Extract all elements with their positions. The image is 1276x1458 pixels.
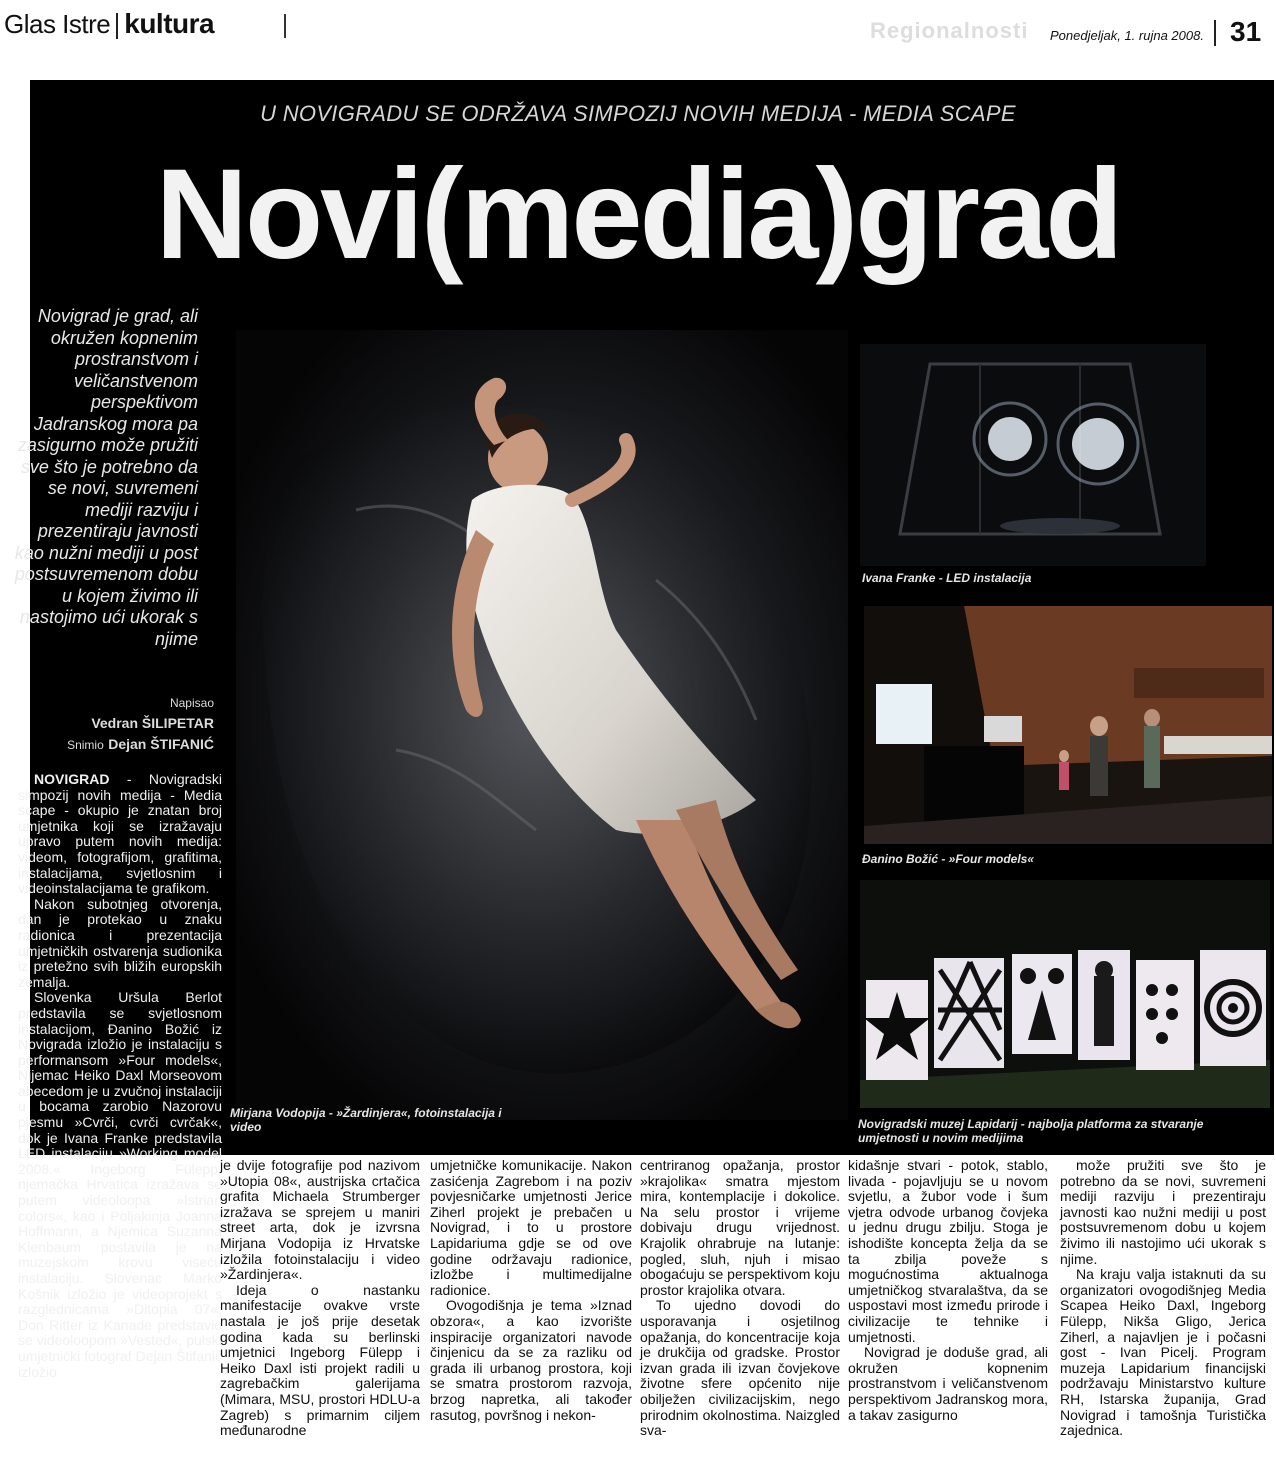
- masthead: [4, 8, 214, 40]
- column-1-paragraph-1: - Novigradski simpozij novih medija - Media scape - okupio je znatan broj umjetnika koji se izražavaju upravo putem novih medija: videom, fotografijom, grafitima, instalacijama, svjetlosnim i videoinstalacijama te grafikom.: [18, 771, 222, 897]
- main-photo-artwork: [236, 330, 848, 1120]
- issue-date: Ponedjeljak, 1. rujna 2008.: [1050, 28, 1204, 43]
- column-5-paragraph-2: Novigrad je doduše grad, ali okružen kopnenim prostranstvom i veličanstvenom perspektivom Jadranskog mora, a takav zasigurno: [848, 1344, 1048, 1423]
- column-2-paragraph-2: Ideja o nastanku manifestacije ovakve vrste nastala je još prije desetak godina kada su berlinski umjetnici Ingeborg Fülepp i Heiko Daxl isti projekt radili u zagrebačkim galerijama (Mimara, MSU, prostori HDLU-a Zagreb) s primarnim ciljem međunarodne: [220, 1281, 420, 1439]
- section-name: kultura: [124, 8, 215, 39]
- column-6-paragraph-2: Na kraju valja istaknuti da su organizatori ovogodišnjeg Media Scapea Heiko Daxl, Ingeborg Fülepp, Nikša Gligo, Jerica Ziherl, a najavljen je i počasni gost - Ivan Picelj. Program muzeja Lapidarium financijski podržavaju Ministarstvo kulture RH, Istarska županija, Grad Novigrad i tamošnja Turistička zajednica.: [1060, 1266, 1266, 1439]
- page-number-divider: [1214, 20, 1216, 46]
- article-kicker: U NOVIGRADU SE ODRŽAVA SIMPOZIJ NOVIH MEDIJA - MEDIA SCAPE: [260, 101, 1016, 126]
- byline: [10, 694, 214, 757]
- column-3-paragraph-1: umjetničke komunikacije. Nakon zasićenja Zagrebom i na poziv povjesničarke umjetnosti Jerice Ziherl projekt je prebačen u Novigrad, i to u prostore Lapidariuma gdje se od ove godine održavaju radionice, izložbe i multimedijalne radionice.: [430, 1157, 632, 1298]
- four-models-caption: Đanino Božić - »Four models«: [862, 852, 1035, 866]
- article-column-1: [18, 772, 222, 1380]
- four-models-artwork: [864, 606, 1272, 844]
- photo-led-installation: [860, 344, 1206, 566]
- main-photo-caption: Mirjana Vodopija - »Žardinjera«, fotoinstalacija i video: [230, 1106, 502, 1134]
- photo-lapidarij: [860, 880, 1270, 1108]
- article-column-4: [640, 1158, 840, 1439]
- main-photo-zardinjera: [236, 330, 848, 1120]
- column-5-paragraph-1: kidašnje stvari - potok, stablo, livada - pojavljuju se u novom svjetlu, a žubor vode i šum vjetra odvode urbanog čovjeka u jednu drugu zbilju. Stoga je ishodište koncepta želja da se ta zbilja poveže s mogućnostima aktualnoga umjetničkog stvaralaštva, da se uspostavi most između prirode i civilizacije te tehnike i umjetnosti.: [848, 1157, 1048, 1345]
- photo-four-models: [864, 606, 1272, 844]
- led-installation-artwork: [860, 344, 1206, 566]
- masthead-divider: [116, 13, 118, 39]
- page-number: 31: [1230, 16, 1262, 47]
- lapidarij-caption: Novigradski muzej Lapidarij - najbolja platforma za stvaranje umjetnosti u novim medijima: [858, 1117, 1204, 1145]
- article-column-6: [1060, 1158, 1266, 1439]
- page-header: [0, 0, 1276, 56]
- column-4-paragraph-1: centriranog opažanja, prostor »krajolika« smatra mjestom mira, kontemplacije i dokolice. Na selu prostor i vrijeme dobivaju drugu vrijednost. Krajolik ohrabruje na lutanje: pogled, sluh, njuh i misao obogaćuju se perspektivom koju prostor krajolika otvara.: [640, 1157, 841, 1298]
- article-column-5: [848, 1158, 1048, 1423]
- led-photo-caption: Ivana Franke - LED instalacija: [862, 571, 1032, 585]
- column-1-paragraph-3: Slovenka Uršula Berlot predstavila se svjetlosnom instalacijom, Đanino Božić iz Novigrada izložio je instalaciju s performansom »Four models«, Nijemac Heiko Daxl Morseovom abecedom je u zvučnoj instalaciji u bocama zarobio Nazorovu pjesmu »Cvrči, cvrči cvrčak«, dok je Ivana Franke predstavila LED instalaciju »Working model 2008.« Ingeborg Fülepp, njemačka Hrvatica izražava se putem videoloopa »Istrian colors«, kao i Poljakinja Joanna Hoffmann, a Njemica Suzanna Kienbaum postavila je na muzejskom krovu viseću instalaciju. Slovenac Marko Košnik izložio je videoprojekt s razglednicama »Ditopia 07«, Don Ritter iz Kanade predstavio se videoloopom »Vested«, pulski umjetnički fotograf Dejan Štifanić izložio: [18, 989, 222, 1380]
- column-3-paragraph-2: Ovogodišnja je tema »Iznad obzora«, a kao izvorište inspiracije organizatori navode činjenicu da se za razliku od grada ili urbanog prostora, koji se smatra prostorom razvoja, brzog napretka, ali također rasutog, površnog i nekon-: [430, 1297, 632, 1423]
- paper-name: Glas Istre: [4, 9, 111, 39]
- header-divider: [284, 14, 286, 38]
- lapidarij-artwork: [860, 880, 1270, 1108]
- ghost-section-text: Regionalnosti: [870, 18, 1029, 43]
- column-2-paragraph-1: je dvije fotografije pod nazivom »Utopia 08«, austrijska crtačica grafita Michaela Strumberger izražava se sprejem u maniri street arta, dok je izvrsna Mirjana Vodopija iz Hrvatske izložila fotoinstalaciju i video »Žardinjera«.: [220, 1157, 420, 1283]
- article-column-2: [220, 1158, 420, 1439]
- dateline: NOVIGRAD: [34, 771, 110, 787]
- column-1-paragraph-2: Nakon subotnjeg otvorenja, dan je protekao u znaku radionica i prezentacija umjetničkih ostvarenja sudionika iz pretežno svih bližih europskih zemalja.: [18, 895, 222, 990]
- article-lead: Novigrad je grad, ali okružen kopnenim prostranstvom i veličanstvenom perspektivom Jadranskog mora pa zasigurno može pružiti sve što je potrebno da se novi, suvremeni mediji razviju i prezentiraju javnosti kao nužni mediji u post postsuvremenom dobu u kojem živimo ili nastojimo ući ukorak s njime: [14, 306, 198, 649]
- article-column-3: [430, 1158, 632, 1423]
- written-by-label: Napisao: [169, 696, 214, 710]
- column-6-paragraph-1: može pružiti sve što je potrebno da se novi, suvremeni mediji razviju i prezentiraju javnosti kao nužni mediji u post postsuvremenom dobu u kojem živimo ili nastojimo ući ukorak s njime.: [1060, 1157, 1266, 1267]
- photo-by-label: Snimio: [67, 738, 104, 752]
- author-name: Vedran ŠILIPETAR: [91, 715, 214, 731]
- photographer-name: Dejan ŠTIFANIĆ: [108, 736, 214, 752]
- article-headline: Novi(media)grad: [155, 143, 1121, 286]
- column-4-paragraph-2: To ujedno dovodi do usporavanja i osjetilnog opažanja, do koncentracije koja je drukčija od gradske. Prostor izvan grada ili izvan čovjekove životne sfere općenito nije obilježen civilizacijskim, nego prirodnim okolnostima. Naizgled sva-: [640, 1297, 840, 1439]
